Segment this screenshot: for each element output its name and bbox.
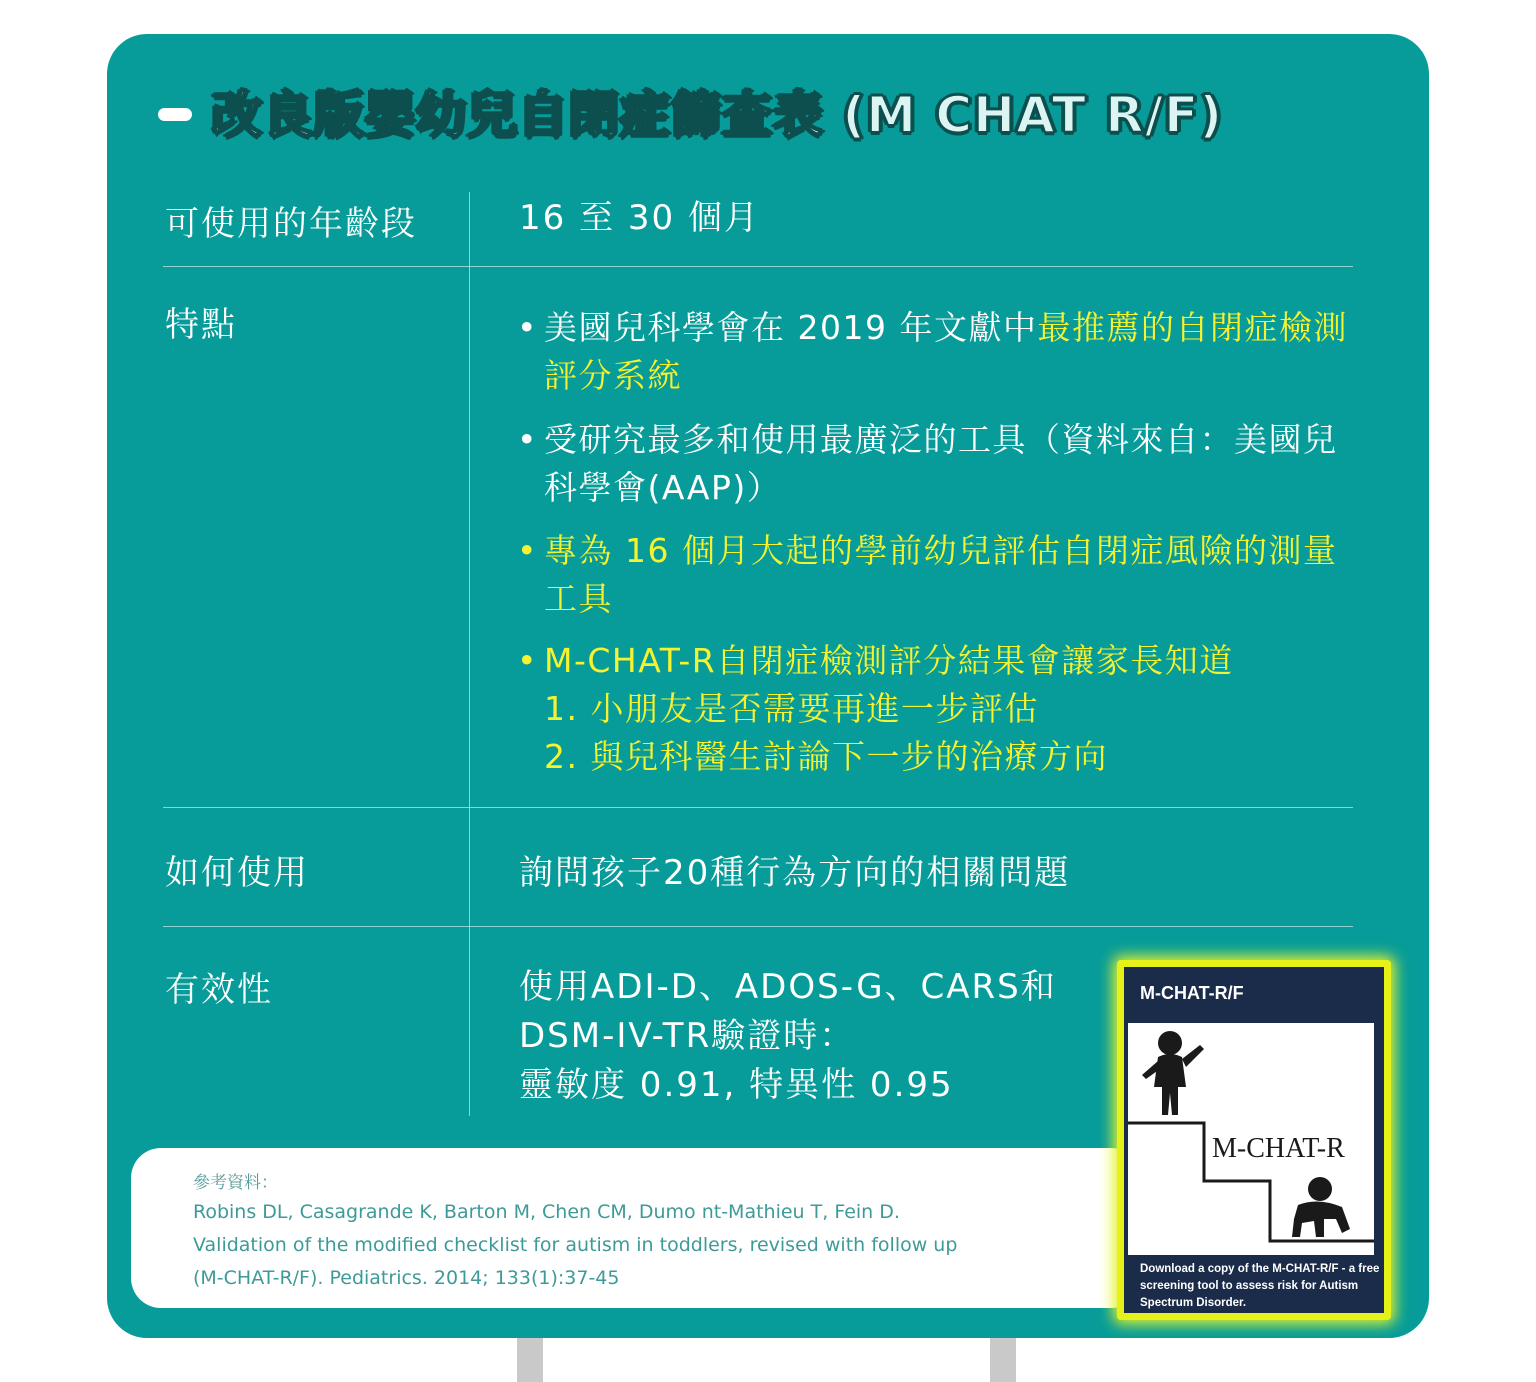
feature-subitem: 1. 小朋友是否需要再進一步評估 xyxy=(544,689,1039,728)
feature-item xyxy=(517,637,1357,781)
validity-label: 有效性 xyxy=(165,970,273,1010)
cover-art-label: M-CHAT-R xyxy=(1212,1133,1345,1164)
cover-caption: Download a copy of the M-CHAT-R/F - a free screening tool to assess risk for Autism Spectrum Disorder. xyxy=(1140,1263,1380,1309)
validity-line: 使用ADI-D、ADOS-G、CARS和 xyxy=(519,967,1057,1007)
bullet-icon: • xyxy=(517,641,538,680)
feature-highlight: 最推薦的自閉症檢測評分系統 xyxy=(544,308,1348,395)
feature-text: 受研究最多和使用最廣泛的工具（資料來自：美國兒科學會(AAP)） xyxy=(544,420,1338,507)
usage-value: 詢問孩子20種行為方向的相關問題 xyxy=(519,853,1071,893)
cover-illustration xyxy=(1128,1023,1374,1255)
row-divider xyxy=(163,266,1353,267)
reference-line: Validation of the modified checklist for autism in toddlers, revised with follow up xyxy=(193,1234,958,1256)
feature-subitem: 2. 與兒科醫生討論下一步的治療方向 xyxy=(544,737,1108,776)
features-label: 特點 xyxy=(165,305,237,345)
feature-text: 美國兒科學會在 2019 年文獻中 xyxy=(544,308,1038,347)
title-dash-icon xyxy=(158,108,192,121)
feature-text: 專為 16 個月大起的學前幼兒評估自閉症風險的測量工具 xyxy=(544,531,1338,618)
validity-line: DSM-IV-TR驗證時： xyxy=(519,1016,856,1056)
page-title: 改良版嬰幼兒自閉症篩查表 (M CHAT R/F) xyxy=(212,86,1224,144)
feature-item xyxy=(517,304,1357,400)
reference-line: (M-CHAT-R/F). Pediatrics. 2014; 133(1):37-45 xyxy=(193,1267,620,1289)
validity-line: 靈敏度 0.91, 特異性 0.95 xyxy=(519,1065,954,1105)
cover-title: M-CHAT-R/F xyxy=(1140,983,1244,1003)
age-label: 可使用的年齡段 xyxy=(165,204,417,244)
row-divider xyxy=(163,807,1353,808)
feature-text: M-CHAT-R自閉症檢測評分結果會讓家長知道 xyxy=(544,641,1234,680)
mchat-cover[interactable] xyxy=(1117,960,1391,1320)
feature-item xyxy=(517,416,1357,512)
reference-heading: 參考資料： xyxy=(193,1173,278,1193)
table-column-divider xyxy=(469,192,470,1116)
bullet-icon: • xyxy=(517,420,538,459)
bullet-icon: • xyxy=(517,531,538,570)
reference-line: Robins DL, Casagrande K, Barton M, Chen CM, Dumo nt-Mathieu T, Fein D. xyxy=(193,1201,900,1223)
row-divider xyxy=(163,926,1353,927)
usage-label: 如何使用 xyxy=(165,853,309,893)
feature-item xyxy=(517,527,1357,623)
age-value: 16 至 30 個月 xyxy=(519,198,760,238)
bullet-icon: • xyxy=(517,308,538,347)
